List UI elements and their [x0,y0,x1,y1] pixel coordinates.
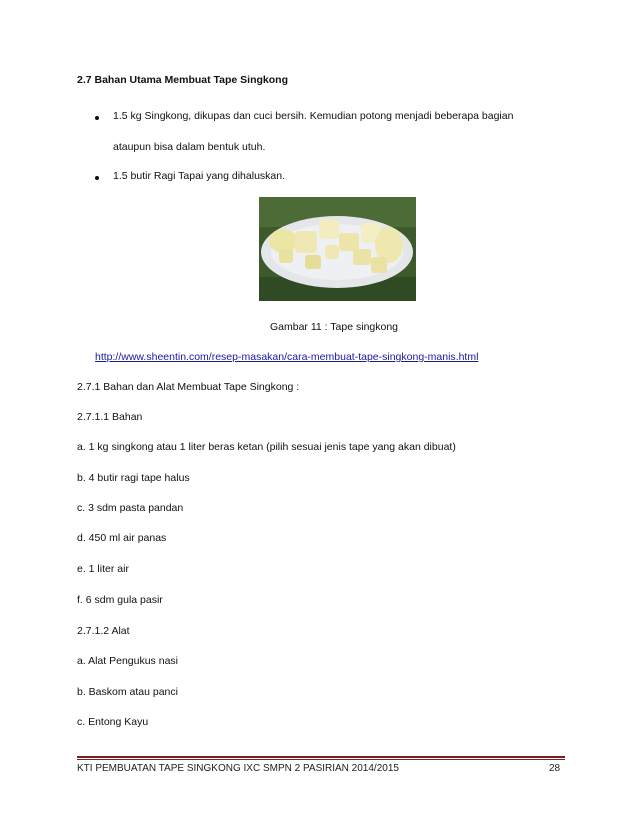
alat-item: b. Baskom atau panci [77,686,178,698]
page-number: 28 [549,763,561,774]
footer-title: KTI PEMBUATAN TAPE SINGKONG IXC SMPN 2 PASIRIAN 2014/2015 [77,763,399,774]
alat-title: 2.7.1.2 Alat [77,625,130,637]
alat-item: c. Entong Kayu [77,716,149,728]
bahan-item: a. 1 kg singkong atau 1 liter beras ketan (pilih sesuai jenis tape yang akan dibuat) [77,441,456,453]
tape-singkong-photo [259,197,416,301]
bahan-item: d. 450 ml air panas [77,532,167,544]
bullet-icon [95,116,99,120]
alat-item: a. Alat Pengukus nasi [77,655,178,667]
bullet-icon [95,176,99,180]
figure-caption: Gambar 11 : Tape singkong [270,321,399,333]
bullet-1-line-2: ataupun bisa dalam bentuk utuh. [113,141,266,153]
bahan-item: b. 4 butir ragi tape halus [77,472,190,484]
bahan-item: e. 1 liter air [77,563,129,575]
section-heading: 2.7 Bahan Utama Membuat Tape Singkong [77,74,289,86]
subsection-title: 2.7.1 Bahan dan Alat Membuat Tape Singkong : [77,381,300,393]
source-link[interactable]: http://www.sheentin.com/resep-masakan/cara-membuat-tape-singkong-manis.html [95,351,479,363]
bahan-item: f. 6 sdm gula pasir [77,594,163,606]
bullet-1-line-1: 1.5 kg Singkong, dikupas dan cuci bersih. Kemudian potong menjadi beberapa bagian [113,110,514,122]
footer-rule-thin [77,759,565,760]
bahan-item: c. 3 sdm pasta pandan [77,502,184,514]
bullet-2-line-1: 1.5 butir Ragi Tapai yang dihaluskan. [113,170,286,182]
footer-rule [77,756,565,758]
bahan-title: 2.7.1.1 Bahan [77,411,143,423]
